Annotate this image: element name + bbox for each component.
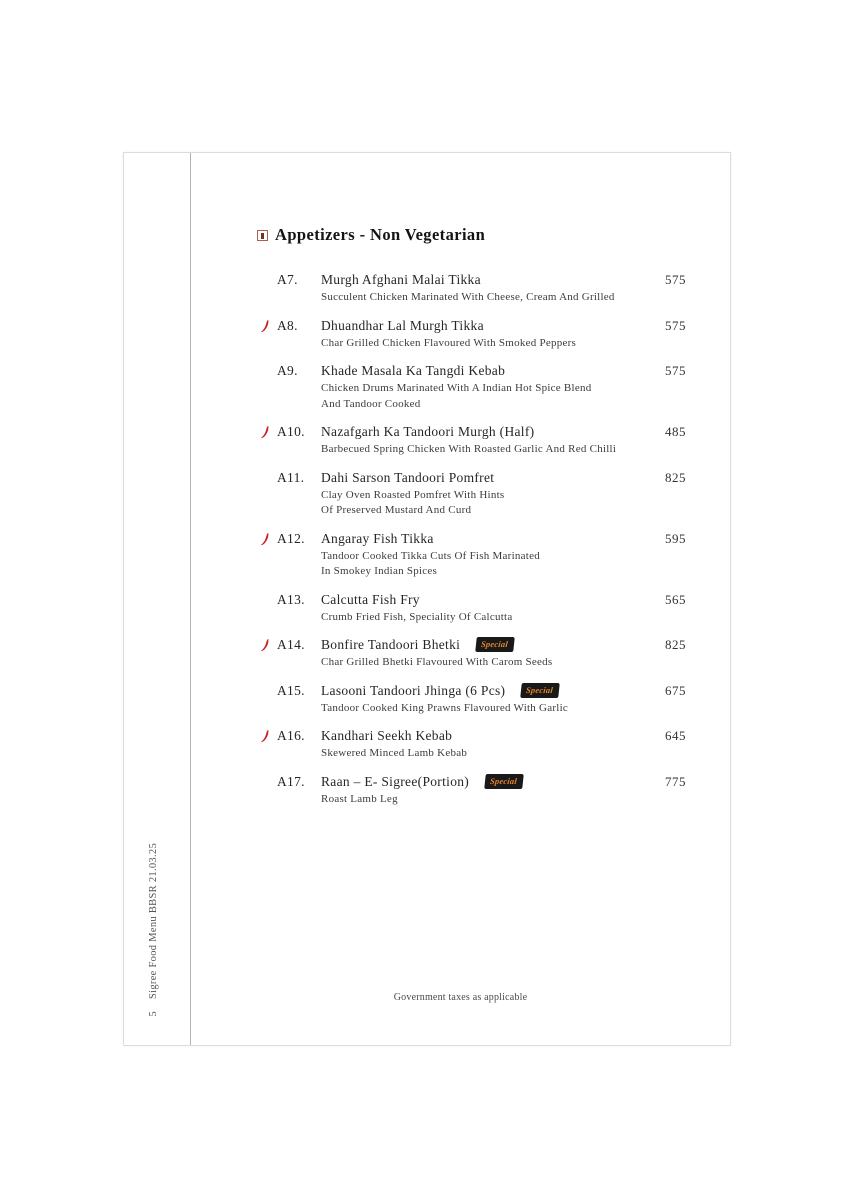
item-description-line: Char Grilled Chicken Flavoured With Smoked Peppers [321, 336, 577, 349]
menu-item [259, 635, 686, 671]
item-price: 775 [665, 773, 686, 789]
item-number: A7. [277, 272, 298, 287]
menu-item [259, 772, 686, 808]
item-name: Angaray Fish Tikka [321, 530, 434, 546]
item-price: 575 [665, 272, 686, 287]
chili-icon [259, 532, 271, 546]
item-number: A8. [277, 317, 298, 333]
item-name-cell [321, 468, 665, 488]
menu-item [259, 726, 686, 762]
item-description-line: Tandoor Cooked Tikka Cuts Of Fish Marinated [321, 549, 540, 562]
item-descriptions [321, 488, 686, 519]
item-name-cell [321, 529, 665, 549]
item-description-line: Crumb Fried Fish, Speciality Of Calcutta [321, 610, 513, 623]
chili-icon [259, 729, 271, 743]
side-rotated-text [148, 843, 159, 1017]
item-name-cell [321, 772, 665, 792]
page-side-column [124, 153, 190, 1045]
item-name-cell [321, 316, 665, 336]
item-name-cell [321, 726, 665, 746]
menu-item [259, 361, 686, 412]
item-description-line: Clay Oven Roasted Pomfret With Hints [321, 488, 505, 501]
item-name: Lasooni Tandoori Jhinga (6 Pcs) [321, 682, 506, 698]
item-number: A9. [277, 363, 298, 378]
item-name: Dahi Sarson Tandoori Pomfret [321, 469, 495, 485]
item-description-line: Tandoor Cooked King Prawns Flavoured With Garlic [321, 701, 569, 714]
special-badge: Special [484, 774, 523, 789]
item-name: Nazafgarh Ka Tandoori Murgh (Half) [321, 424, 535, 439]
menu-item [259, 316, 686, 352]
item-descriptions [321, 549, 686, 580]
item-descriptions [321, 746, 686, 762]
item-name-cell [321, 590, 665, 610]
item-number: A17. [277, 773, 305, 789]
item-price: 575 [665, 363, 686, 378]
item-descriptions [321, 442, 686, 458]
item-descriptions [321, 610, 686, 626]
menu-page [123, 152, 731, 1046]
item-price: 675 [665, 682, 686, 698]
menu-item [259, 422, 686, 458]
item-number: A13. [277, 591, 305, 607]
menu-item-list [191, 270, 730, 807]
page-number: 5 [148, 1011, 159, 1017]
tax-note: Government taxes as applicable [393, 992, 528, 1003]
menu-item-row [259, 270, 686, 290]
item-descriptions [321, 655, 686, 671]
menu-item [259, 270, 686, 306]
item-description-line: Skewered Minced Lamb Kebab [321, 747, 468, 759]
item-price: 485 [665, 424, 686, 439]
item-name-cell [321, 270, 665, 290]
item-price: 645 [665, 728, 686, 743]
item-name-cell [321, 681, 665, 701]
item-description-line: Char Grilled Bhetki Flavoured With Carom Seeds [321, 656, 553, 668]
item-price: 565 [665, 591, 686, 607]
chili-icon [259, 638, 271, 652]
item-descriptions [321, 336, 686, 352]
item-name: Raan – E- Sigree(Portion) [321, 773, 470, 789]
chili-icon [259, 319, 271, 333]
menu-item-row [259, 681, 686, 701]
menu-item-row [259, 635, 686, 655]
menu-item [259, 529, 686, 580]
special-badge: Special [475, 637, 514, 652]
item-price: 595 [665, 530, 686, 546]
menu-item-row [259, 590, 686, 610]
menu-item-row [259, 529, 686, 549]
menu-item [259, 681, 686, 717]
menu-item-row [259, 772, 686, 792]
menu-content [190, 153, 730, 1045]
menu-item-row [259, 361, 686, 381]
item-number: A12. [277, 530, 305, 546]
item-description-line: Of Preserved Mustard And Curd [321, 504, 472, 516]
menu-item [259, 468, 686, 519]
item-descriptions [321, 290, 686, 306]
item-name: Kandhari Seekh Kebab [321, 728, 453, 743]
item-descriptions [321, 381, 686, 412]
item-description-line: Barbecued Spring Chicken With Roasted Garlic And Red Chilli [321, 443, 617, 455]
item-number: A16. [277, 728, 305, 743]
item-name: Khade Masala Ka Tangdi Kebab [321, 363, 506, 378]
item-number: A15. [277, 682, 305, 698]
section-marker-icon [257, 230, 268, 241]
chili-icon [259, 425, 271, 439]
item-name: Dhuandhar Lal Murgh Tikka [321, 317, 484, 333]
item-name-cell [321, 635, 665, 655]
item-number: A14. [277, 637, 305, 652]
item-number: A11. [277, 469, 305, 485]
item-name: Bonfire Tandoori Bhetki [321, 637, 461, 652]
section-title: Appetizers - Non Vegetarian [275, 225, 486, 244]
item-descriptions [321, 792, 686, 808]
item-name: Calcutta Fish Fry [321, 591, 420, 607]
item-name: Murgh Afghani Malai Tikka [321, 272, 481, 287]
item-name-cell [321, 422, 665, 442]
menu-version-label: Sigree Food Menu BBSR 21.03.25 [148, 843, 159, 1000]
item-description-line: Chicken Drums Marinated With A Indian Hot Spice Blend [321, 382, 592, 394]
item-description-line: Succulent Chicken Marinated With Cheese, Cream And Grilled [321, 291, 615, 303]
item-price: 825 [665, 469, 686, 485]
menu-item-row [259, 316, 686, 336]
menu-item-row [259, 726, 686, 746]
menu-item-row [259, 468, 686, 488]
item-price: 575 [665, 317, 686, 333]
item-description-line: And Tandoor Cooked [321, 397, 421, 410]
item-price: 825 [665, 637, 686, 652]
menu-item [259, 590, 686, 626]
item-number: A10. [277, 424, 305, 439]
menu-item-row [259, 422, 686, 442]
item-descriptions [321, 701, 686, 717]
item-name-cell [321, 361, 665, 381]
item-description-line: Roast Lamb Leg [321, 792, 398, 805]
special-badge: Special [521, 683, 560, 698]
section-header [191, 153, 730, 245]
item-description-line: In Smokey Indian Spices [321, 565, 438, 577]
